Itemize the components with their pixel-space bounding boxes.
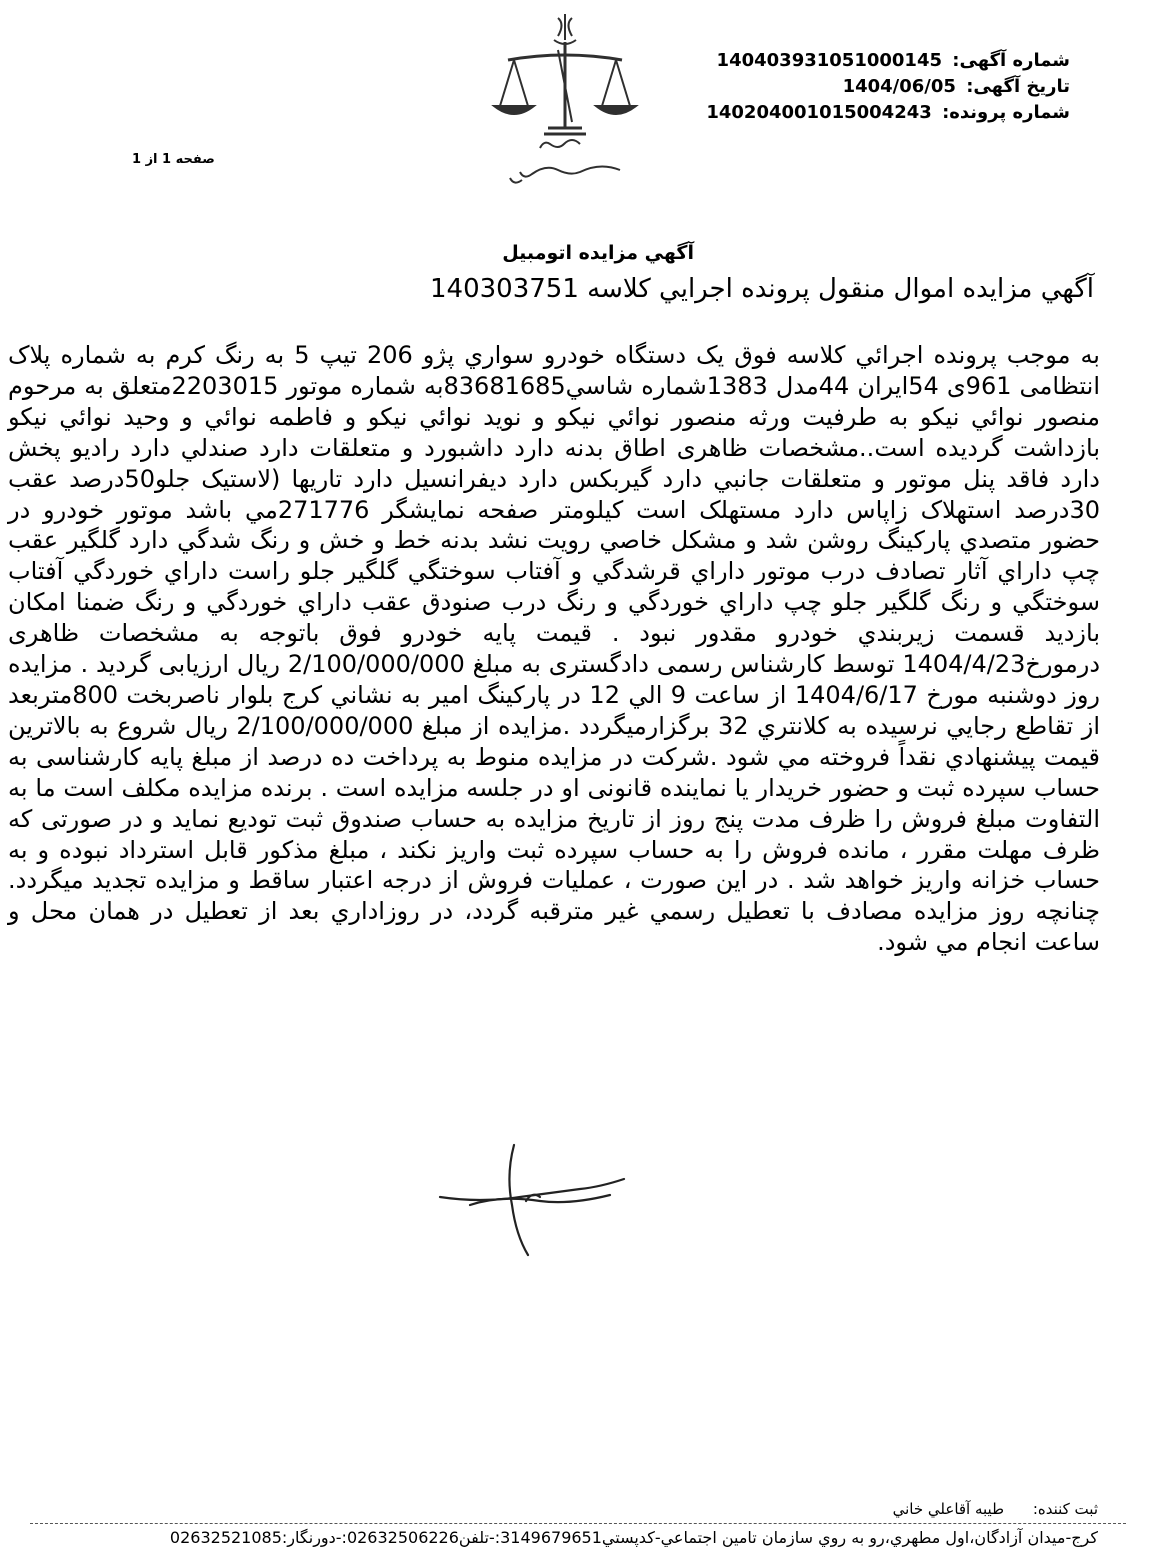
ad-meta-block — [670, 48, 1070, 126]
registrar-name: طيبه آقاعلي خاني — [892, 1500, 1005, 1518]
registrar-label: ثبت کننده: — [1032, 1500, 1098, 1518]
ad-number: 14040393105100014‌5 — [716, 50, 942, 71]
ad-number-row — [670, 48, 1070, 74]
judiciary-scales-emblem-icon — [470, 10, 660, 200]
auction-body-text: به موجب پرونده اجرائي کلاسه فوق يک دستگاه خودرو سواري پژو 206 تيپ 5 به رنگ کرم به شماره پلاک انتظامی 961ی 54ایران 44مدل 1383شماره شاسي83681685به شماره موتور 2203015متعلق به مرحوم منصور نوائي نيکو به طرفيت ورثه منصور نوائي نيکو و نويد نوائي نيکو و فاطمه نوائي و وحيد نوائي نيکو بازداشت گرديده است..مشخصات ظاهری اطاق بدنه دارد داشبورد و متعلقات دارد صندلي دارد راديو پخش دارد فاقد پنل موتور و متعلقات جانبي دارد گيربکس دارد ديفرانسيل دارد تاريها (لاستيک جلو50درصد عقب 30درصد استهلاک زاپاس دارد مستهلک است کيلومتر صفحه نمايشگر 271776مي باشد موتور خودرو در حضور متصدي پارکينگ روشن شد و مشکل خاصي رويت نشد بدنه خط و خش و رنگ شدگي دارد گلگير عقب چپ داراي آثار تصادف درب موتور داراي قرشدگي و آفتاب سوختگي گلگير جلو راست داراي خوردگي آفتاب سوختگي و رنگ گلگير جلو چپ داراي خوردگي و رنگ درب صنودق عقب داراي خوردگي و رنگ ضمنا امکان بازديد قسمت زيربندي خودرو مقدور نبود . قيمت پايه خودرو فوق باتوجه به مشخصات ظاهری درمورخ1404/4/23 توسط کارشناس رسمی دادگستری به مبلغ 2/100/000/000 ريال ارزيابی گرديد . مزايده روز دوشنبه مورخ 1404/6/17 از ساعت 9 الي 12 در پارکينگ امير به نشاني کرج بلوار ناصربخت 800متربعد از تقاطع رجايي نرسيده به کلانتري 32 برگزارميگردد .مزايده از مبلغ 2/100/000/000 ريال شروع به بالاترين قيمت پيشنهادي نقداً فروخته مي شود .شرکت در مزايده منوط به پرداخت ده درصد از مبلغ پايه کارشناسی به حساب سپرده ثبت و حضور خريدار يا نماينده قانونی او در جلسه مزايده است . برنده مزايده مکلف است ما به التفاوت مبلغ فروش را ظرف مدت پنج روز از تاريخ مزايده به حساب صندوق ثبت توديع نمايد و در صورتی که ظرف مهلت مقرر ، مانده فروش را به حساب سپرده ثبت واريز نکند ، مبلغ مذکور قابل استرداد نبوده و به حساب خزانه واريز خواهد شد . در اين صورت ، عمليات فروش از درجه اعتبار ساقط و مزايده تجديد ميگردد. چنانچه روز مزايده مصادف با تعطيل رسمي غير مترقبه گردد، در روزاداري بعد از تعطيل در همان محل و ساعت انجام مي شود. — [8, 341, 1101, 957]
document-subtitle: آگهي مزايده اموال منقول پرونده اجرايي کلاسه 140303751 — [430, 274, 1094, 304]
ad-date: 1404/06/05 — [842, 76, 956, 97]
ad-number-label: شماره آگهی: — [952, 50, 1070, 71]
footer-contact: کرج-ميدان آزادگان،اول مطهري،رو به روي سازمان تامين اجتماعي-کدپستي3149679651:-تلفن02632506226:-دورنگار:02632521085 — [169, 1528, 1098, 1547]
document-title: آگهي مزايده اتومبيل — [502, 242, 694, 264]
registrar-line — [893, 1500, 1098, 1518]
ad-date-label: تاريخ آگهی: — [966, 76, 1070, 97]
file-number-row — [670, 100, 1070, 126]
ad-date-row — [670, 74, 1070, 100]
footer-divider — [30, 1523, 1126, 1524]
file-number: 14020400101500424‌3 — [706, 102, 932, 123]
page-number: صفحه 1 از 1 — [132, 152, 215, 167]
handwritten-signature-icon — [430, 1135, 670, 1265]
file-number-label: شماره پرونده: — [942, 102, 1070, 123]
